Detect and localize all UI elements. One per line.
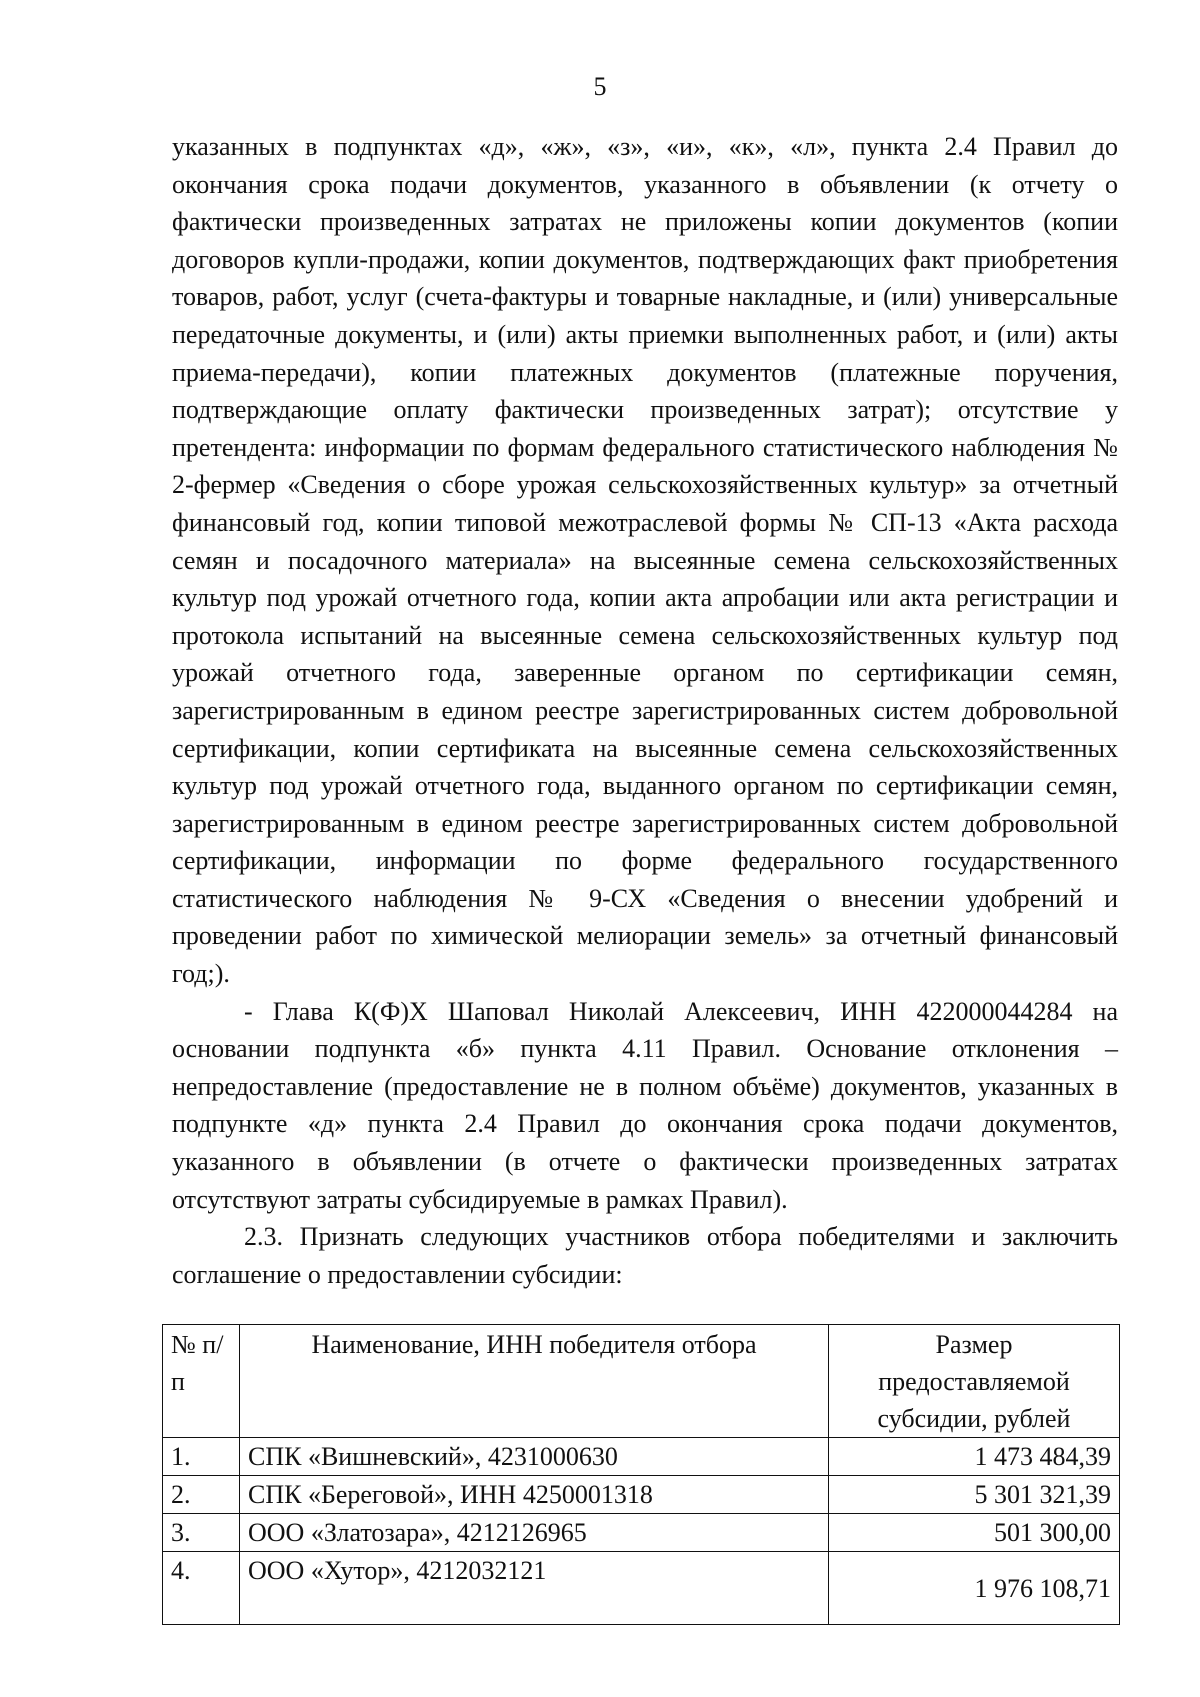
table-header-row [163, 1325, 1120, 1438]
document-body [172, 128, 1118, 1293]
row-name: ООО «Хутор», 4212032121 [240, 1552, 829, 1625]
row-number: 1. [163, 1438, 240, 1476]
page-number: 5 [593, 72, 607, 101]
header-subsidy-amount: Размер предоставляемой субсидии, рублей [829, 1325, 1120, 1438]
paragraph-rejection-continuation: указанных в подпунктах «д», «ж», «з», «и», «к», «л», пункта 2.4 Правил до окончания срока подачи документов, указанного в объявлении (к отчету о фактически произведенных затратах не приложены копии документов (копии договоров купли-продажи, копии документов, подтверждающих факт приобретения товаров, работ, услуг (счета-фактуры и товарные накладные, и (или) универсальные передаточные документы, и (или) акты приемки выполненных работ, и (или) акты приема-передачи), копии платежных документов (платежные поручения, подтверждающие оплату фактически произведенных затрат); отсутствие у претендента: информации по формам федерального статистического наблюдения № 2-фермер «Сведения о сборе урожая сельскохозяйственных культур» за отчетный финансовый год, копии типовой межотраслевой формы № СП-13 «Акта расхода семян и посадочного материала» на высеянные семена сельскохозяйственных культур под урожай отчетного года, копии акта апробации или акта регистрации и протокола испытаний на высеянные семена сельскохозяйственных культур под урожай отчетного года, заверенные органом по сертификации семян, зарегистрированным в едином реестре зарегистрированных систем добровольной сертификации, копии сертификата на высеянные семена сельскохозяйственных культур под урожай отчетного года, выданного органом по сертификации семян, зарегистрированным в едином реестре зарегистрированных систем добровольной сертификации, информации по форме федерального государственного статистического наблюдения № 9-СХ «Сведения о внесении удобрений и проведении работ по химической мелиорации земель» за отчетный финансовый год;). [172, 132, 1118, 989]
header-name-inn: Наименование, ИНН победителя отбора [240, 1325, 829, 1438]
table-row [163, 1552, 1120, 1625]
row-number: 2. [163, 1476, 240, 1514]
table-row [163, 1514, 1120, 1552]
row-amount: 501 300,00 [829, 1514, 1120, 1552]
table-row [163, 1438, 1120, 1476]
row-number: 4. [163, 1552, 240, 1625]
row-name: ООО «Златозара», 4212126965 [240, 1514, 829, 1552]
table-row [163, 1476, 1120, 1514]
row-name: СПК «Вишневский», 4231000630 [240, 1438, 829, 1476]
row-amount: 1 976 108,71 [829, 1552, 1120, 1625]
row-number: 3. [163, 1514, 240, 1552]
row-name: СПК «Береговой», ИНН 4250001318 [240, 1476, 829, 1514]
row-amount: 1 473 484,39 [829, 1438, 1120, 1476]
paragraph-winners-intro: 2.3. Признать следующих участников отбора победителями и заключить соглашение о предоставлении субсидии: [172, 1222, 1118, 1289]
winners-table [162, 1324, 1120, 1625]
paragraph-rejected-applicant: - Глава К(Ф)Х Шаповал Николай Алексеевич, ИНН 422000044284 на основании подпункта «б» пункта 4.11 Правил. Основание отклонения – непредоставление (предоставление не в полном объёме) документов, указанных в подпункте «д» пункта 2.4 Правил до окончания срока подачи документов, указанного в объявлении (в отчете о фактически произведенных затратах отсутствуют затраты субсидируемые в рамках Правил). [172, 996, 1118, 1214]
row-amount: 5 301 321,39 [829, 1476, 1120, 1514]
header-number: № п/п [163, 1325, 240, 1438]
